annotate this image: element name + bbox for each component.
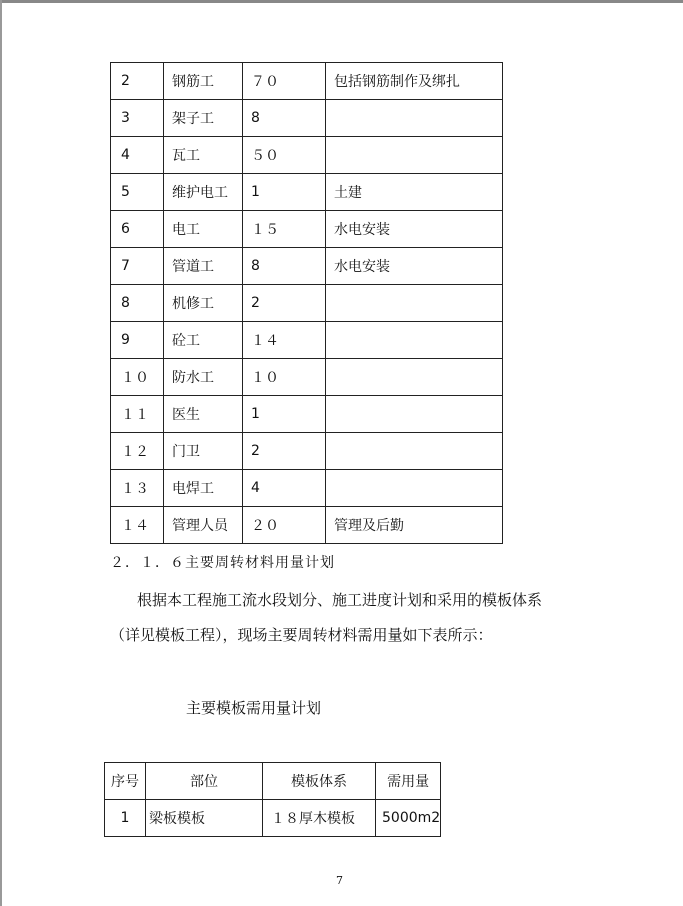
table-cell: １４	[243, 322, 326, 359]
table-cell: 水电安装	[326, 211, 503, 248]
formwork-table-row	[105, 800, 441, 837]
table-cell: 架子工	[164, 100, 243, 137]
table-cell: 1	[105, 800, 146, 837]
table-cell: １５	[243, 211, 326, 248]
table-row	[111, 359, 503, 396]
table-cell: 管道工	[164, 248, 243, 285]
table-cell: 包括钢筋制作及绑扎	[326, 63, 503, 100]
table-cell: 管理及后勤	[326, 507, 503, 544]
table-cell: １４	[111, 507, 164, 544]
table-cell	[326, 359, 503, 396]
table-cell: 9	[111, 322, 164, 359]
paragraph-line-2: （详见模板工程），现场主要周转材料需用量如下表所示：	[110, 626, 493, 644]
table-cell: １８厚木模板	[263, 800, 376, 837]
table-row	[111, 507, 503, 544]
table-row	[111, 433, 503, 470]
table-cell: 钢筋工	[164, 63, 243, 100]
table-cell: １２	[111, 433, 164, 470]
table-cell	[326, 322, 503, 359]
table-cell: 电焊工	[164, 470, 243, 507]
table-cell: 7	[111, 248, 164, 285]
table-row	[111, 174, 503, 211]
table-cell: 1	[243, 396, 326, 433]
formwork-table-title: 主要模板需用量计划	[186, 699, 322, 717]
table-cell: 8	[243, 100, 326, 137]
left-border-line	[0, 0, 2, 906]
table-cell: 5000m2	[376, 800, 441, 837]
formwork-table-header-row	[105, 763, 441, 800]
page-number: 7	[336, 874, 343, 887]
table-row	[111, 248, 503, 285]
table-row	[111, 211, 503, 248]
table-cell: 电工	[164, 211, 243, 248]
header-cell: 需用量	[376, 763, 441, 800]
header-cell: 部位	[146, 763, 263, 800]
table-cell: 8	[243, 248, 326, 285]
table-row	[111, 396, 503, 433]
labor-table	[110, 62, 503, 544]
table-cell: 土建	[326, 174, 503, 211]
table-cell: 4	[243, 470, 326, 507]
header-cell: 模板体系	[263, 763, 376, 800]
table-cell: 8	[111, 285, 164, 322]
table-cell: 3	[111, 100, 164, 137]
table-cell	[326, 433, 503, 470]
table-row	[111, 322, 503, 359]
table-cell: 1	[243, 174, 326, 211]
table-row	[111, 137, 503, 174]
table-cell: １３	[111, 470, 164, 507]
table-cell: 瓦工	[164, 137, 243, 174]
table-cell: ７０	[243, 63, 326, 100]
table-cell: 机修工	[164, 285, 243, 322]
table-cell	[326, 285, 503, 322]
table-cell: 2	[243, 433, 326, 470]
formwork-table	[104, 762, 441, 837]
table-cell: 2	[111, 63, 164, 100]
paragraph-line-1: 根据本工程施工流水段划分、施工进度计划和采用的模板体系	[137, 591, 543, 609]
table-cell: ２０	[243, 507, 326, 544]
table-cell: 防水工	[164, 359, 243, 396]
table-cell: １１	[111, 396, 164, 433]
table-cell	[326, 100, 503, 137]
table-row	[111, 470, 503, 507]
table-cell: 梁板模板	[146, 800, 263, 837]
table-cell: 5	[111, 174, 164, 211]
table-cell: １０	[243, 359, 326, 396]
table-cell: 管理人员	[164, 507, 243, 544]
table-cell: 砼工	[164, 322, 243, 359]
table-cell	[326, 470, 503, 507]
table-cell: 医生	[164, 396, 243, 433]
table-row	[111, 100, 503, 137]
table-cell: 水电安装	[326, 248, 503, 285]
table-cell: １０	[111, 359, 164, 396]
table-cell: ５０	[243, 137, 326, 174]
table-row	[111, 285, 503, 322]
top-border-line	[0, 0, 683, 3]
table-cell: 4	[111, 137, 164, 174]
table-cell: 2	[243, 285, 326, 322]
table-cell: 门卫	[164, 433, 243, 470]
table-row	[111, 63, 503, 100]
table-cell	[326, 137, 503, 174]
section-heading: ２．１．６主要周转材料用量计划	[110, 555, 335, 571]
table-cell	[326, 396, 503, 433]
table-cell: 6	[111, 211, 164, 248]
table-cell: 维护电工	[164, 174, 243, 211]
header-cell: 序号	[105, 763, 146, 800]
